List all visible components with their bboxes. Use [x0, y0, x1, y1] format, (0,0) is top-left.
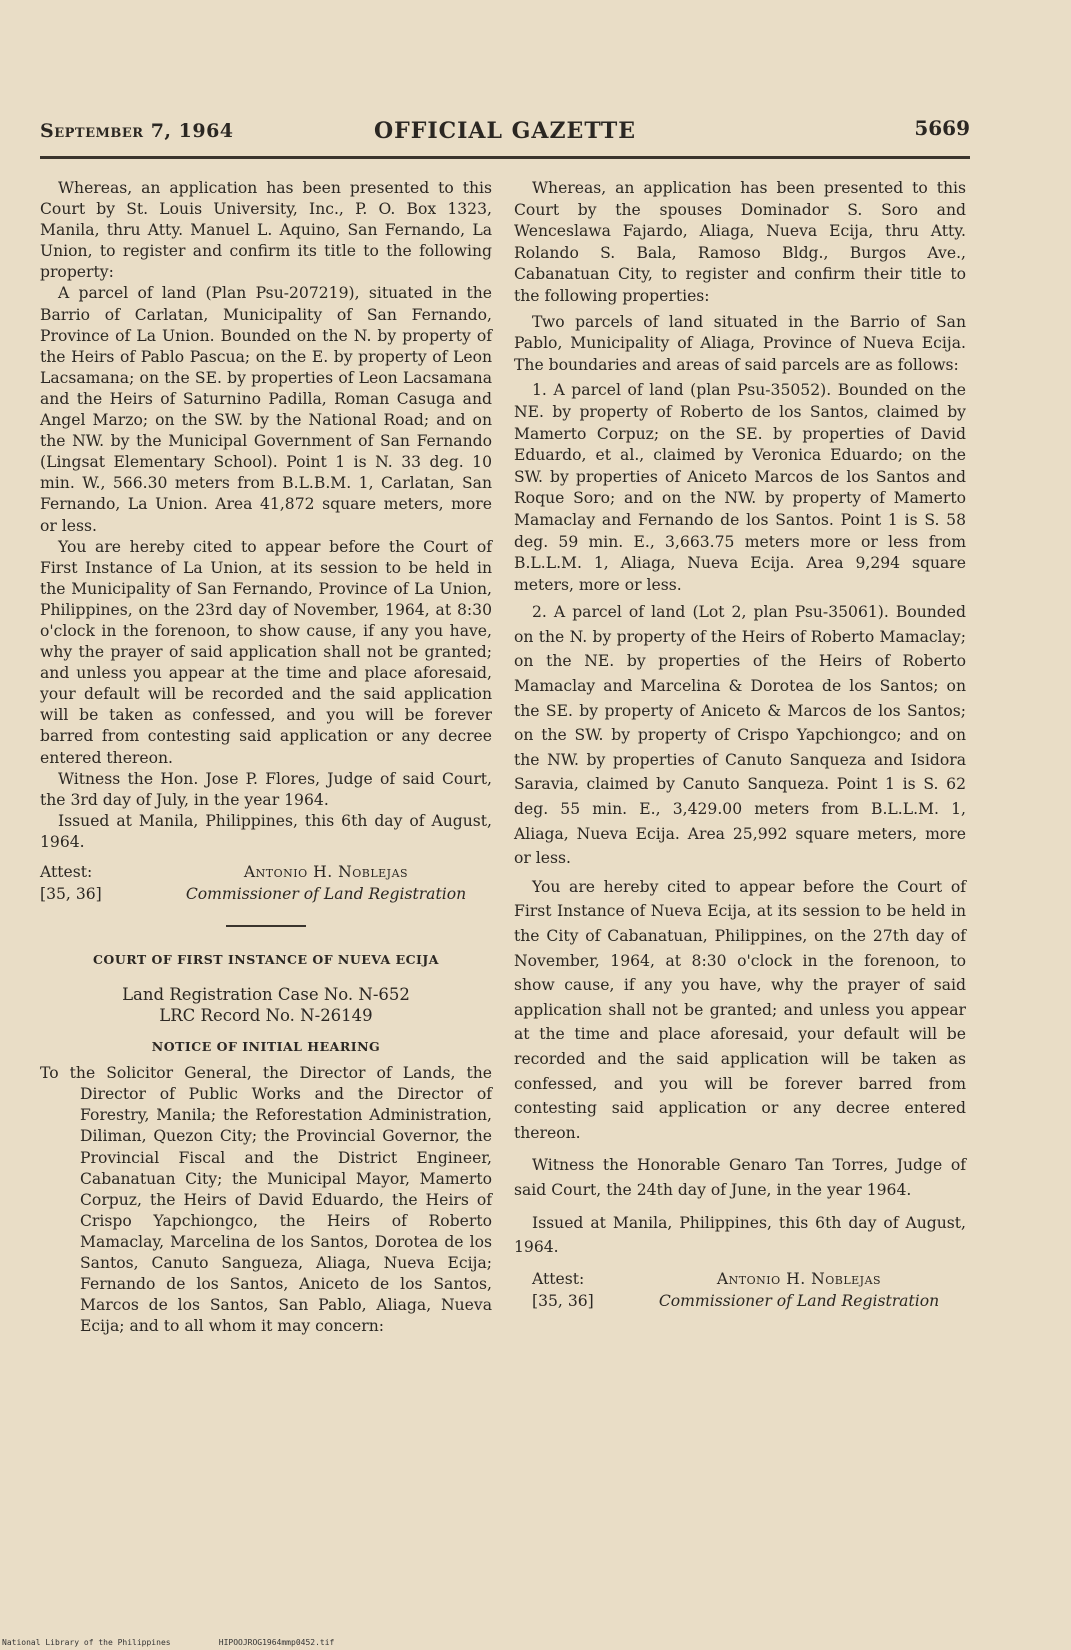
scan-credit: National Library of the Philippines	[2, 1638, 171, 1647]
attest-code: [35, 36]	[532, 1291, 594, 1310]
header-title: OFFICIAL GAZETTE	[373, 118, 637, 144]
scan-file-name: HIPOOJROG1964mmp0452.tif	[218, 1638, 335, 1647]
paragraph: Witness the Honorable Genaro Tan Torres, Judge of said Court, the 24th day of June, in the year 1964.	[514, 1156, 966, 1199]
attest-block	[40, 861, 492, 905]
attest-title: Commissioner of Land Registration	[185, 885, 467, 903]
scan-footer	[2, 1638, 334, 1647]
paragraph: You are hereby cited to appear before the Court of First Instance of La Union, at its session to be held in the Municipality of San Fernando, Province of La Union, Philippines, on the 23rd day of November, 1964, at 8:30 o'clock in the forenoon, to show cause, if any you have, why the prayer of said application shall not be granted; and unless you appear at the time and place aforesaid, your default will be recorded and the said application will be taken as confessed, and you will be forever barred from contesting said application or any decree entered thereon.	[40, 537, 492, 767]
paragraph: You are hereby cited to appear before the Court of First Instance of Nueva Ecija, at its session to be held in the City of Cabanatuan, Philippines, on the 27th day of November, 1964, at 8:30 o'clock in the forenoon, to show cause, if any you have, why the prayer of said application shall not be granted; and unless you appear at the time and place aforesaid, your default will be recorded and the said application will be taken as confessed, and you will be forever barred from contesting said application or any decree entered thereon.	[514, 877, 966, 1142]
paragraph: Issued at Manila, Philippines, this 6th day of August, 1964.	[40, 811, 492, 851]
addressees: To the Solicitor General, the Director of Lands, the Director of Public Works and the Director of Forestry, Manila; the Reforestation Administration, Diliman, Quezon City; the Provincial Governor, the Provincial Fiscal and the District Engineer, Cabanatuan City; the Municipal Mayor, Mamerto Corpuz, the Heirs of David Eduardo, the Heirs of Crispo Yapchiongco, the Heirs of Roberto Mamaclay, Marcelina de los Santos, Dorotea de los Santos, Canuto Sangueza, Aliaga, Nueva Ecija; Fernando de los Santos, Aniceto de los Santos, Marcos de los Santos, San Pablo, Aliaga, Nueva Ecija; and to all whom it may concern:	[40, 1064, 492, 1336]
paragraph: Whereas, an application has been presented to this Court by St. Louis University, Inc., P. O. Box 1323, Manila, thru Atty. Manuel L. Aquino, San Fernando, La Union, to register and confirm its title to the following property:	[40, 179, 492, 282]
page-header	[40, 116, 970, 159]
section-divider	[226, 925, 306, 927]
attest-code: [35, 36]	[40, 885, 102, 903]
right-column	[514, 178, 966, 1312]
paragraph: Issued at Manila, Philippines, this 6th day of August, 1964.	[514, 1213, 966, 1257]
paragraph: A parcel of land (Plan Psu-207219), situated in the Barrio of Carlatan, Municipality of San Fernando, Province of La Union. Bounded on the N. by property of the Heirs of Pablo Pascua; on the E. by property of Leon Lacsamana; on the SE. by properties of Leon Lacsamana and the Heirs of Saturnino Padilla, Roman Casuga and Angel Marzo; on the SW. by the National Road; and on the NW. by the Municipal Government of San Fernando (Lingsat Elementary School). Point 1 is N. 33 deg. 10 min. W., 566.30 meters from B.L.B.M. 1, Carlatan, San Fernando, La Union. Area 41,872 square meters, more or less.	[40, 284, 492, 535]
paragraph: Witness the Hon. Jose P. Flores, Judge of said Court, the 3rd day of July, in the year 1964.	[40, 769, 492, 809]
lrc-record: LRC Record No. N-26149	[159, 1006, 373, 1026]
page-number: 5669	[914, 116, 970, 140]
header-date: September 7, 1964	[40, 120, 234, 142]
attest-label: Attest:	[40, 863, 93, 881]
court-heading: COURT OF FIRST INSTANCE OF NUEVA ECIJA	[92, 952, 440, 967]
paragraph: Two parcels of land situated in the Barrio of San Pablo, Municipality of Aliaga, Province of Nueva Ecija. The boundaries and areas of said parcels are as follows:	[514, 312, 966, 374]
attest-label: Attest:	[532, 1269, 585, 1288]
paragraph: 1. A parcel of land (plan Psu-35052). Bounded on the NE. by property of Roberto de los Santos, claimed by Mamerto Corpuz; on the SE. by properties of David Eduardo, et al., claimed by Veronica Eduardo; on the SW. by properties of Aniceto Marcos de los Santos and Roque Soro; and on the NW. by property of Mamerto Mamaclay and Fernando de los Santos. Point 1 is S. 58 deg. 59 min. E., 3,663.75 meters more or less from B.L.L.M. 1, Aliaga, Nueva Ecija. Area 9,294 square meters, more or less.	[514, 381, 966, 594]
left-column	[40, 178, 492, 1337]
paragraph: Whereas, an application has been presented to this Court by the spouses Dominador S. Soro and Wenceslawa Fajardo, Aliaga, Nueva Ecija, thru Atty. Rolando S. Bala, Ramoso Bldg., Burgos Ave., Cabanatuan City, to register and confirm their title to the following properties:	[514, 179, 966, 305]
paragraph: 2. A parcel of land (Lot 2, plan Psu-35061). Bounded on the N. by property of the Heirs of Roberto Mamaclay; on the NE. by properties of the Heirs of Roberto Mamaclay and Marcelina & Dorotea de los Santos; on the SE. by property of Aniceto & Marcos de los Santos; on the SW. by property of Crispo Yapchiongco; and on the NW. by properties of Canuto Sanqueza and Isidora Saravia, claimed by Canuto Sanqueza. Point 1 is S. 62 deg. 55 min. E., 3,429.00 meters from B.L.L.M. 1, Aliaga, Nueva Ecija. Area 25,992 square meters, more or less.	[514, 603, 966, 868]
notice-heading: NOTICE OF INITIAL HEARING	[151, 1039, 381, 1055]
attest-name: Antonio H. Noblejas	[243, 863, 409, 881]
attest-title: Commissioner of Land Registration	[658, 1291, 940, 1310]
attest-block	[514, 1268, 966, 1312]
case-number: Land Registration Case No. N-652	[122, 985, 410, 1005]
attest-name: Antonio H. Noblejas	[716, 1269, 882, 1288]
